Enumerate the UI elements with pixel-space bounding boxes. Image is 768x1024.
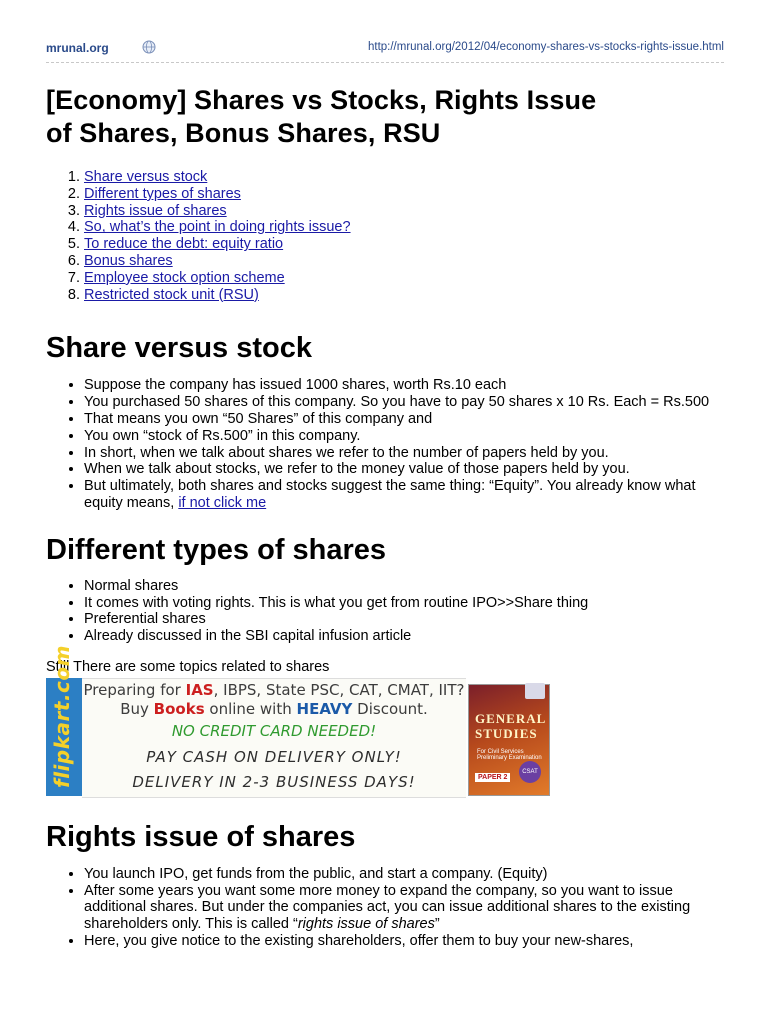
list-item: • In short, when we talk about shares we refer to the number of papers held by you. bbox=[84, 445, 726, 462]
toc-item bbox=[84, 253, 726, 270]
site-name[interactable]: mrunal.org bbox=[46, 41, 109, 55]
book-paper-label: PAPER 2 bbox=[475, 773, 510, 782]
if-not-click-me-link[interactable]: if not click me bbox=[178, 494, 267, 511]
list-item: • Suppose the company has issued 1000 shares, worth Rs.10 each bbox=[84, 377, 726, 394]
ad-text: Preparing for bbox=[83, 680, 186, 699]
toc-link-share-versus-stock[interactable]: Share versus stock bbox=[84, 169, 208, 185]
book-title bbox=[475, 711, 546, 741]
ad-highlight: IAS bbox=[185, 680, 214, 699]
list-item: • Here, you give notice to the existing shareholders, offer them to buy your new-shares, bbox=[84, 933, 726, 950]
toc-link-types-of-shares[interactable]: Different types of shares bbox=[84, 185, 241, 202]
ad-text: , IBPS, State PSC, CAT, CMAT, IIT? bbox=[213, 680, 465, 699]
book-title-2: STUDIES bbox=[475, 725, 538, 741]
book-subtitle: For Civil Services Preliminary Examination bbox=[477, 748, 542, 761]
list-item: • It comes with voting rights. This is what you get from routine IPO>>Share thing bbox=[84, 595, 726, 612]
list-item: • Already discussed in the SBI capital infusion article bbox=[84, 628, 726, 645]
flipkart-logo-strip bbox=[46, 644, 82, 796]
toc-item bbox=[84, 287, 726, 304]
rights-issue-list bbox=[46, 866, 726, 950]
toc-link-point-of-rights-issue[interactable]: So, what’s the point in doing rights issue? bbox=[84, 219, 351, 236]
toc-item bbox=[84, 203, 726, 220]
book-title-1: GENERAL bbox=[475, 710, 547, 726]
section-heading-rights-issue: Rights issue of shares bbox=[46, 820, 356, 853]
emphasis-text: rights issue of shares bbox=[297, 916, 435, 933]
toc-link-debt-equity[interactable]: To reduce the debt: equity ratio bbox=[84, 236, 284, 253]
toc-item bbox=[84, 219, 726, 236]
page-header bbox=[46, 38, 724, 62]
list-item: • You purchased 50 shares of this company. So you have to pay 50 shares x 10 Rs. Each = Rs.500 bbox=[84, 394, 726, 411]
list-item-text: ” bbox=[434, 916, 440, 933]
ad-highlight: Books bbox=[153, 699, 205, 718]
ad-body bbox=[82, 678, 466, 798]
book-badge: CSAT bbox=[519, 761, 541, 783]
toc-item bbox=[84, 270, 726, 287]
title-line-1: [Economy] Shares vs Stocks, Rights Issue bbox=[46, 85, 597, 115]
list-item bbox=[84, 478, 726, 512]
list-item bbox=[84, 883, 726, 933]
toc-link-bonus-shares[interactable]: Bonus shares bbox=[84, 252, 173, 269]
toc-item bbox=[84, 169, 726, 186]
types-of-shares-list bbox=[46, 578, 726, 645]
ad-highlight: HEAVY bbox=[296, 699, 353, 718]
ad-line-5: DELIVERY IN 2-3 BUSINESS DAYS! bbox=[132, 772, 416, 791]
toc-link-rights-issue[interactable]: Rights issue of shares bbox=[84, 202, 227, 219]
share-versus-stock-list bbox=[46, 377, 726, 511]
table-of-contents bbox=[46, 169, 726, 303]
section-heading-share-versus-stock: Share versus stock bbox=[46, 332, 312, 365]
section-heading-types-of-shares: Different types of shares bbox=[46, 533, 387, 566]
list-item: • That means you own “50 Shares” of this company and bbox=[84, 411, 726, 428]
flipkart-logo-text: flipkart.com bbox=[50, 644, 74, 788]
ad-text: online with bbox=[204, 699, 297, 718]
list-item-text: After some years you want some more money to expand the company, so you want to issue additional shares. But under the companies act, you can issue additional shares to the existing shareholders only. This is called “ bbox=[84, 882, 691, 933]
book-cover-image bbox=[468, 684, 550, 796]
globe-icon bbox=[142, 40, 156, 54]
list-item: • You own “stock of Rs.500” in this company. bbox=[84, 428, 726, 445]
list-item: • When we talk about stocks, we refer to the money value of those papers held by you. bbox=[84, 461, 726, 478]
ad-line-3: NO CREDIT CARD NEEDED! bbox=[171, 721, 377, 740]
list-item: • Preferential shares bbox=[84, 611, 726, 628]
list-item-text: But ultimately, both shares and stocks suggest the same thing: “Equity”. You already know what equity means, bbox=[84, 478, 696, 511]
toc-item bbox=[84, 236, 726, 253]
list-item: • Normal shares bbox=[84, 578, 726, 595]
topics-note: Still There are some topics related to shares bbox=[46, 658, 330, 675]
page-url[interactable]: http://mrunal.org/2012/04/economy-shares-vs-stocks-rights-issue.html bbox=[367, 41, 724, 53]
ad-line-1 bbox=[82, 681, 466, 699]
toc-link-rsu[interactable]: Restricted stock unit (RSU) bbox=[84, 286, 259, 303]
list-item: • You launch IPO, get funds from the public, and start a company. (Equity) bbox=[84, 866, 726, 883]
header-divider bbox=[46, 62, 724, 63]
ad-text: Buy bbox=[120, 699, 154, 718]
title-line-2: of Shares, Bonus Shares, RSU bbox=[46, 118, 441, 148]
book-tag bbox=[525, 683, 545, 699]
toc-item bbox=[84, 186, 726, 203]
toc-link-esop[interactable]: Employee stock option scheme bbox=[84, 269, 285, 286]
article-title bbox=[46, 84, 726, 150]
ad-line-4: PAY CASH ON DELIVERY ONLY! bbox=[146, 747, 402, 766]
ad-line-2 bbox=[82, 700, 466, 718]
article bbox=[46, 84, 726, 950]
ad-text: Discount. bbox=[352, 699, 428, 718]
